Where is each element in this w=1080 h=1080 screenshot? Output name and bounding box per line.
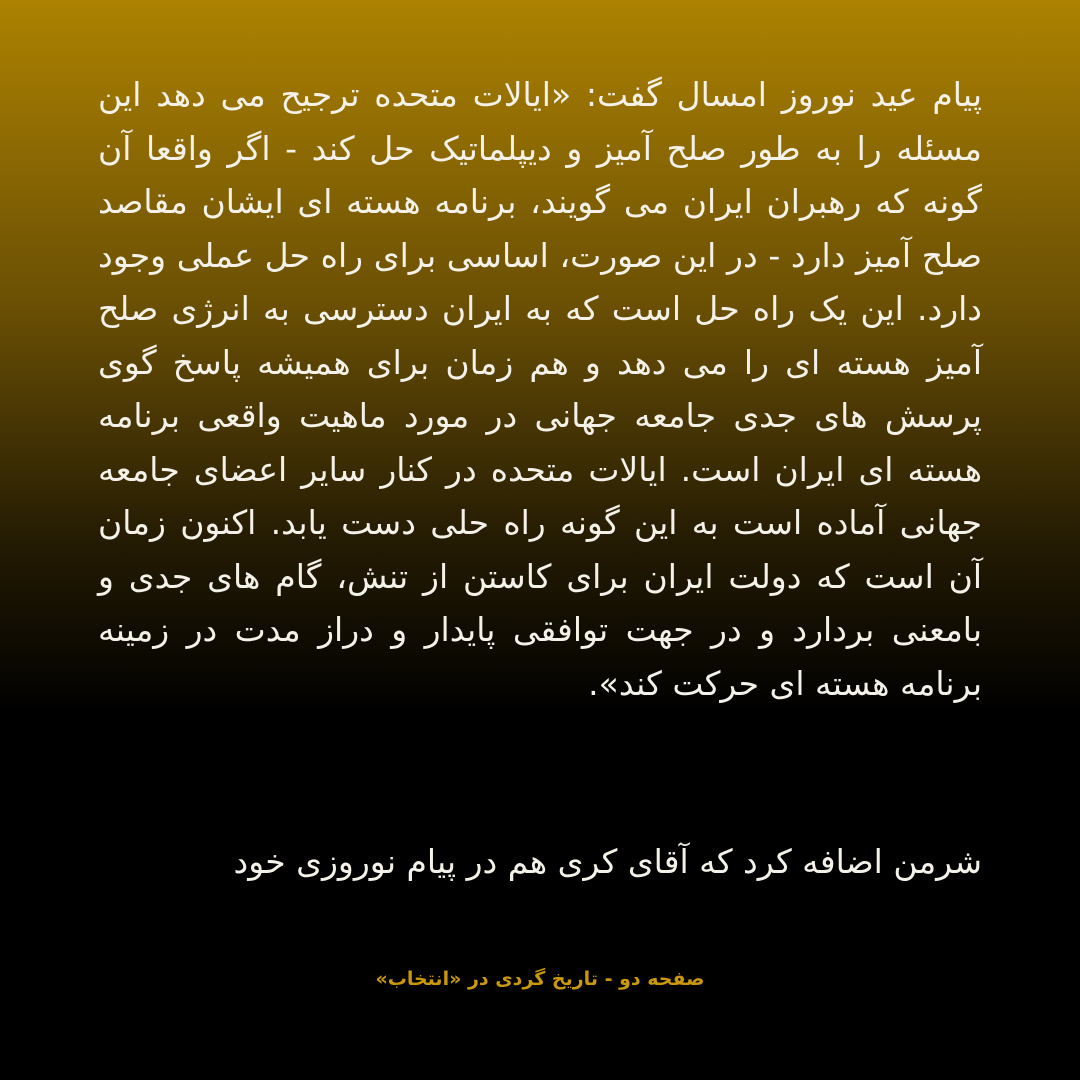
closing-paragraph: شرمن اضافه کرد که آقای کری هم در پیام نوروزی خود: [233, 842, 982, 881]
quote-body-text: پیام عید نوروز امسال گفت: «ایالات متحده ترجیح می دهد این مسئله را به طور صلح آمیز و دیپلماتیک حل کند - اگر واقعا آن گونه که رهبران ایران می گویند، برنامه هسته ای ایشان مقاصد صلح آمیز دارد - در این صورت، اساسی برای راه حل عملی وجود دارد. این یک راه حل است که به ایران دسترسی به انرژی صلح آمیز هسته ای را می دهد و هم زمان برای همیشه پاسخ گوی پرسش های جدی جامعه جهانی در مورد ماهیت واقعی برنامه هسته ای ایران است. ایالات متحده در کنار سایر اعضای جامعه جهانی آماده است به این گونه راه حلی دست یابد. اکنون زمان آن است که دولت ایران برای کاستن از تنش، گام های جدی و بامعنی بردارد و در جهت توافقی پایدار و دراز مدت در زمینه برنامه هسته ای حرکت کند».: [98, 75, 982, 703]
footer-caption: صفحه دو - تاریخ گردی در «انتخاب»: [375, 968, 705, 990]
